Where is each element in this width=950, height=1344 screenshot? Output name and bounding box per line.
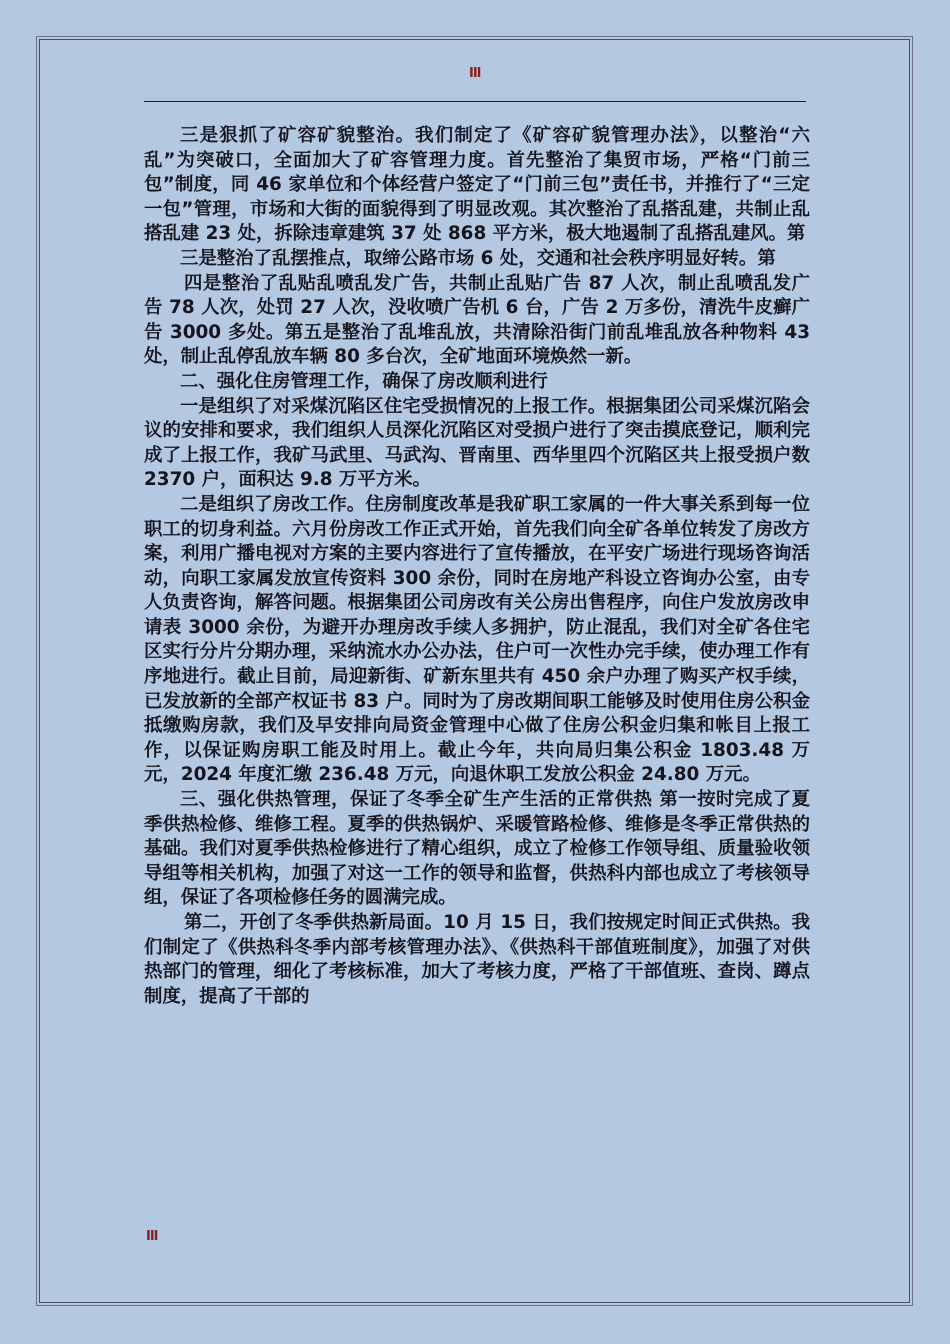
paragraph-subsidence-report: 一是组织了对采煤沉陷区住宅受损情况的上报工作。根据集团公司采煤沉陷会议的安排和要求，我们组织人员深化沉陷区对受损户进行了突击摸底登记，顺利完成了上报工作，我矿马武里、马武沟、晋南里、西华里四个沉陷区共上报受损户数 2370 户，面积达 9.8 万平方米。: [144, 395, 810, 491]
paragraph-housing-reform: 二是组织了房改工作。住房制度改革是我矿职工家属的一件大事关系到每一位职工的切身利益。六月份房改工作正式开始，首先我们向全矿各单位转发了房改方案，利用广播电视对方案的主要内容进行了宣传播放，在平安广场进行现场咨询活动，向职工家属发放宣传资料 300 余份，同时在房地产科设立咨询办公室，由专人负责咨询，解答问题。根据集团公司房改有关公房出售程序，向住户发放房改申请表 3000 余份，为避开办理房改手续人多拥护，防止混乱，我们对全矿各住宅区实行分片分期办理，采纳流水办公办法，住户可一次性办完手续，使办理工作有序地进行。截止目前，局迎新街、矿新东里共有 450 余户办理了购买产权手续，已发放新的全部产权证书 83 户。同时为了房改期间职工能够及时使用住房公积金抵缴购房款，我们及早安排向局资金管理中心做了住房公积金归集和帐目上报工作，以保证购房职工能及时用上。截止今年，共向局归集公积金 1803.48 万元，2024 年度汇缴 236.48 万元，向退休职工发放公积金 24.80 万元。: [144, 493, 810, 786]
paragraph-appearance-rectification: 三是狠抓了矿容矿貌整治。我们制定了《矿容矿貌管理办法》，以整治“六乱”为突破口，全面加大了矿容管理力度。首先整治了集贸市场，严格“门前三包”制度，同 46 家单位和个体经营户签定了“门前三包”责任书，并推行了“三定一包”管理，市场和大街的面貌得到了明显改观。其次整治了乱搭乱建，共制止乱搭乱建 23 处，拆除违章建筑 37 处 868 平方米，极大地遏制了乱搭乱建风。第: [144, 125, 810, 245]
paragraph-advertising-rectification: 四是整治了乱贴乱喷乱发广告，共制止乱贴广告 87 人次，制止乱喷乱发广告 78 人次，处罚 27 人次，没收喷广告机 6 台，广告 2 万多份，清洗牛皮癣广告 3000 多处。第五是整治了乱堆乱放，共清除沿街门前乱堆乱放各种物料 43 处，制止乱停乱放车辆 80 多台次，全矿地面环境焕然一新。: [144, 272, 810, 368]
paragraph-winter-heating: 第二，开创了冬季供热新局面。10 月 15 日，我们按规定时间正式供热。我们制定了《供热科冬季内部考核管理办法》、《供热科干部值班制度》，加强了对供热部门的管理，细化了考核标准，加大了考核力度，严格了干部值班、查岗、蹲点制度，提高了干部的: [144, 912, 810, 1007]
paragraph-heating-maintenance: 三、强化供热管理，保证了冬季全矿生产生活的正常供热 第一按时完成了夏季供热检修、维修工程。夏季的供热锅炉、采暖管路检修、维修是冬季正常供热的基础。我们对夏季供热检修进行了精心组织，成立了检修工作领导组、质量验收领导组等相关机构，加强了对这一工作的领导和监督，供热科内部也成立了考核领导组，保证了各项检修任务的圆满完成。: [144, 789, 810, 909]
page-marker-top: III: [469, 66, 481, 81]
page-marker-bottom: III: [146, 1229, 158, 1244]
section-heading-housing: 二、强化住房管理工作，确保了房改顺利进行: [180, 370, 548, 392]
paragraph-stall-rectification: 三是整治了乱摆推点，取缔公路市场 6 处，交通和社会秩序明显好转。第: [180, 247, 776, 269]
document-body: [144, 124, 810, 1009]
header-rule: [144, 101, 806, 102]
